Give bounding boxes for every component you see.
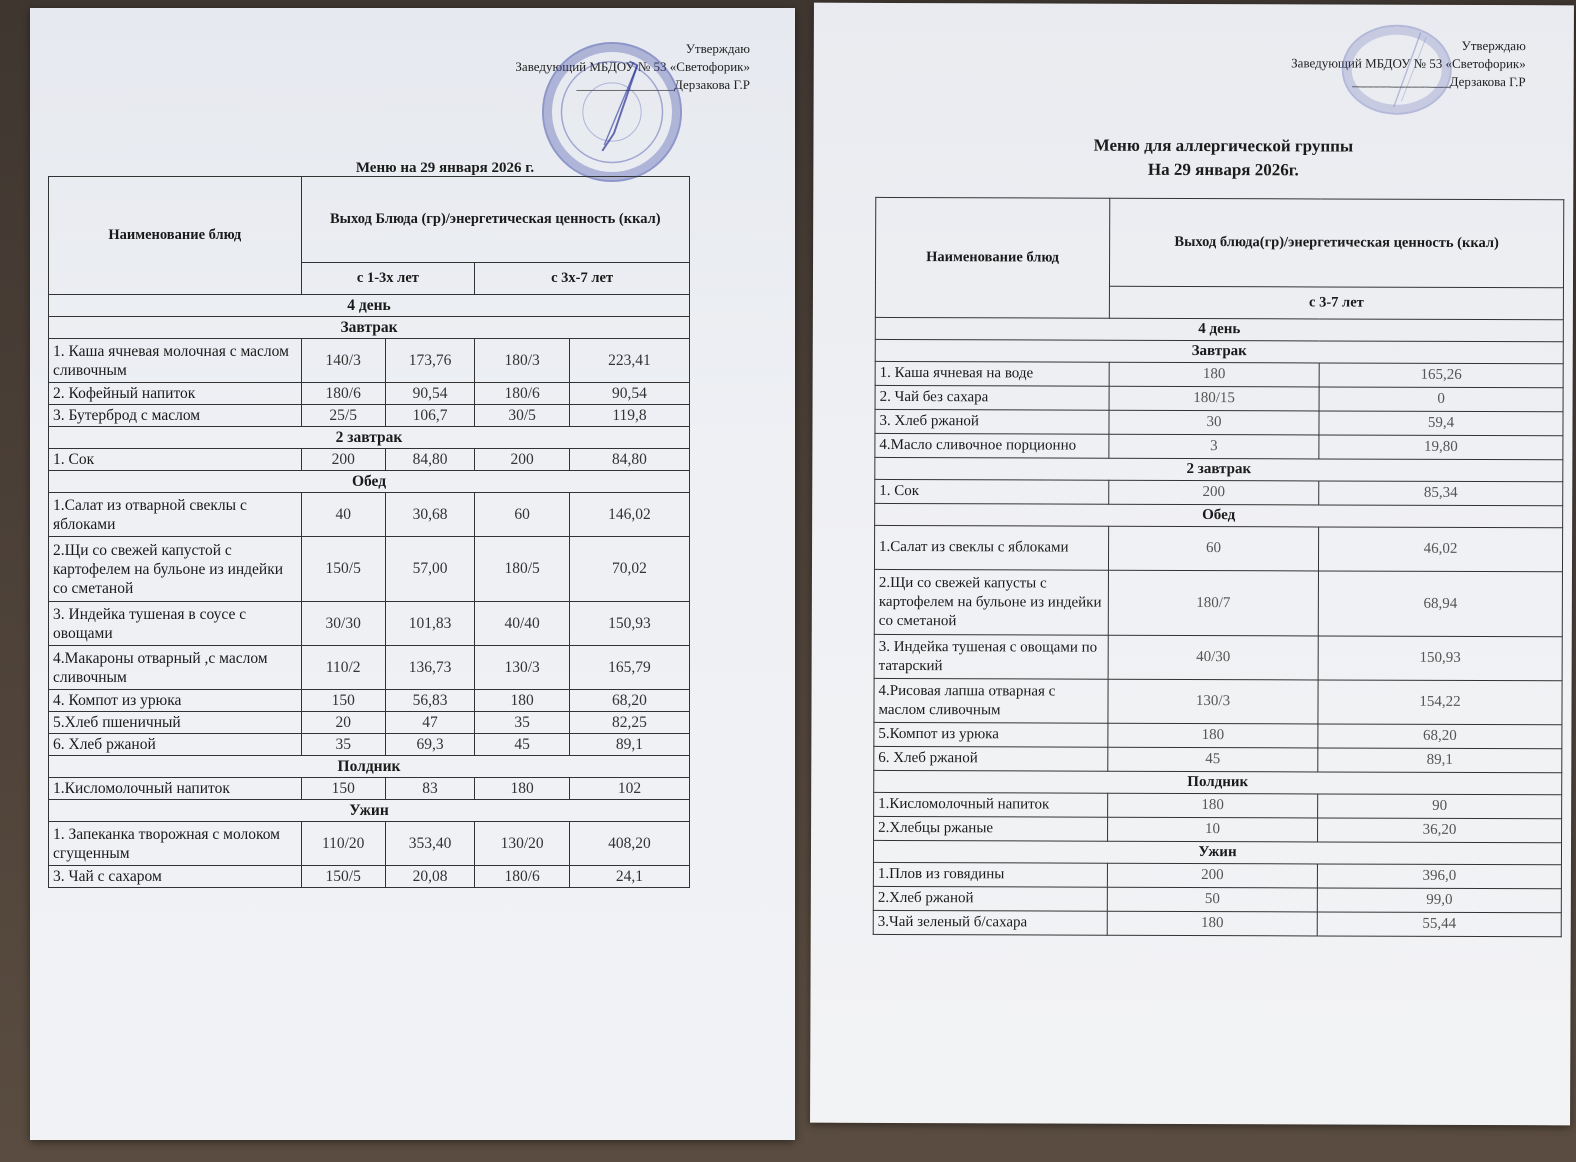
value-cell: 35 <box>301 734 385 756</box>
dish-name: 1.Салат из свеклы с яблоками <box>874 525 1108 570</box>
value-cell: 165,26 <box>1319 363 1563 388</box>
value-cell: 57,00 <box>385 537 474 602</box>
header-age-3-7: с 3-7 лет <box>1109 286 1563 320</box>
dish-name: 6. Хлеб ржаной <box>874 746 1108 771</box>
dish-name: 3.Чай зеленый б/сахара <box>873 910 1107 935</box>
dish-name: 3. Индейка тушеная в соусе с овощами <box>49 602 302 646</box>
value-cell: 19,80 <box>1319 435 1563 460</box>
dish-name: 2.Щи со свежей капусты с картофелем на бульоне из индейки со сметаной <box>874 569 1108 635</box>
value-cell: 110/2 <box>301 646 385 690</box>
value-cell: 89,1 <box>569 734 689 756</box>
value-cell: 150 <box>301 690 385 712</box>
menu-table-right <box>873 197 1565 937</box>
value-cell: 180/5 <box>475 537 570 602</box>
table-row <box>873 862 1561 888</box>
right-menu-sheet <box>810 3 1574 1126</box>
value-cell: 90,54 <box>385 383 474 405</box>
dish-name: 4.Макароны отварный ,с маслом сливочным <box>49 646 302 690</box>
allergy-menu-title <box>1023 133 1423 182</box>
section-title: Обед <box>875 503 1563 527</box>
dish-name: 5.Компот из урюка <box>874 722 1108 747</box>
dish-name: 3. Индейка тушеная с овощами по татарский <box>874 634 1108 679</box>
section-row <box>49 295 690 317</box>
section-row <box>875 457 1563 481</box>
value-cell: 59,4 <box>1319 411 1563 436</box>
section-title: Обед <box>49 471 690 493</box>
header-output: Выход Блюда (гр)/энергетическая ценность (ккал) <box>301 177 689 263</box>
value-cell: 30 <box>1109 410 1319 435</box>
menu-table-left <box>48 176 690 888</box>
value-cell: 200 <box>301 449 385 471</box>
table-row <box>49 449 690 471</box>
value-cell: 130/3 <box>1108 679 1318 724</box>
value-cell: 20,08 <box>385 866 474 888</box>
left-menu-sheet <box>30 8 795 1140</box>
table-row <box>49 734 690 756</box>
signature-icon <box>1342 25 1452 115</box>
value-cell: 102 <box>569 778 689 800</box>
dish-name: 1. Каша ячневая на воде <box>875 361 1109 386</box>
section-title: Завтрак <box>875 339 1563 363</box>
dish-name: 1.Кисломолочный напиток <box>49 778 302 800</box>
title-line2: На 29 января 2026г. <box>1147 159 1299 180</box>
value-cell: 40 <box>301 493 385 537</box>
value-cell: 68,94 <box>1318 571 1562 637</box>
value-cell: 36,20 <box>1318 818 1562 843</box>
dish-name: 1. Сок <box>49 449 302 471</box>
value-cell: 200 <box>1109 480 1319 505</box>
table-row <box>873 910 1561 936</box>
value-cell: 146,02 <box>569 493 689 537</box>
value-cell: 353,40 <box>385 822 474 866</box>
value-cell: 180/15 <box>1109 386 1319 411</box>
value-cell: 150 <box>301 778 385 800</box>
value-cell: 180/6 <box>475 383 570 405</box>
value-cell: 180 <box>1108 723 1318 748</box>
approval-line2: Заведующий МБДОУ № 53 «Светофорик» <box>1291 55 1526 72</box>
value-cell: 130/20 <box>475 822 570 866</box>
value-cell: 99,0 <box>1317 888 1561 913</box>
value-cell: 180 <box>475 778 570 800</box>
section-title: 4 день <box>49 295 690 317</box>
value-cell: 140/3 <box>301 339 385 383</box>
value-cell: 90 <box>1318 794 1562 819</box>
section-title: Ужин <box>49 800 690 822</box>
table-row <box>874 722 1562 748</box>
dish-name: 2.Хлеб ржаной <box>873 886 1107 911</box>
value-cell: 30,68 <box>385 493 474 537</box>
dish-name: 1. Запеканка творожная с молоком сгущенным <box>49 822 302 866</box>
dish-name: 2. Чай без сахара <box>875 385 1109 410</box>
dish-name: 1.Салат из отварной свеклы с яблоками <box>49 493 302 537</box>
value-cell: 47 <box>385 712 474 734</box>
section-title: Полдник <box>49 756 690 778</box>
table-row <box>49 537 690 602</box>
value-cell: 30/30 <box>301 602 385 646</box>
dish-name: 2.Щи со свежей капустой с картофелем на бульоне из индейки со сметаной <box>49 537 302 602</box>
value-cell: 106,7 <box>385 405 474 427</box>
value-cell: 396,0 <box>1317 864 1561 889</box>
value-cell: 85,34 <box>1319 481 1563 506</box>
section-row <box>49 317 690 339</box>
table-row <box>874 634 1562 680</box>
value-cell: 45 <box>475 734 570 756</box>
value-cell: 173,76 <box>385 339 474 383</box>
value-cell: 180 <box>1108 793 1318 818</box>
section-title: Ужин <box>873 840 1561 864</box>
value-cell: 40/40 <box>475 602 570 646</box>
value-cell: 69,3 <box>385 734 474 756</box>
value-cell: 10 <box>1108 817 1318 842</box>
table-row <box>875 433 1563 459</box>
table-row <box>49 493 690 537</box>
value-cell: 3 <box>1109 434 1319 459</box>
section-row <box>875 317 1563 341</box>
page-title: Меню на 29 января 2026 г. <box>355 160 535 176</box>
section-row <box>873 840 1561 864</box>
dish-name: 2. Кофейный напиток <box>49 383 302 405</box>
value-cell: 55,44 <box>1317 912 1561 937</box>
title-line1: Меню для аллергической группы <box>1093 135 1354 156</box>
value-cell: 154,22 <box>1318 680 1562 725</box>
value-cell: 35 <box>475 712 570 734</box>
dish-name: 3. Хлеб ржаной <box>875 409 1109 434</box>
value-cell: 180/6 <box>301 383 385 405</box>
value-cell: 180/6 <box>475 866 570 888</box>
table-row <box>874 569 1562 636</box>
value-cell: 25/5 <box>301 405 385 427</box>
value-cell: 90,54 <box>569 383 689 405</box>
value-cell: 84,80 <box>385 449 474 471</box>
value-cell: 130/3 <box>475 646 570 690</box>
value-cell: 82,25 <box>569 712 689 734</box>
value-cell: 50 <box>1107 887 1317 912</box>
section-row <box>49 471 690 493</box>
value-cell: 46,02 <box>1318 527 1562 572</box>
dish-name: 4.Рисовая лапша отварная с маслом сливочным <box>874 678 1108 723</box>
dish-name: 2.Хлебцы ржаные <box>874 816 1108 841</box>
value-cell: 60 <box>475 493 570 537</box>
dish-name: 1.Плов из говядины <box>873 862 1107 887</box>
table-row <box>874 816 1562 842</box>
value-cell: 180 <box>1109 362 1319 387</box>
value-cell: 165,79 <box>569 646 689 690</box>
value-cell: 150/5 <box>301 866 385 888</box>
value-cell: 180 <box>1107 911 1317 936</box>
table-row <box>875 409 1563 435</box>
value-cell: 136,73 <box>385 646 474 690</box>
table-row <box>49 712 690 734</box>
approval-line1: Утверждаю <box>685 41 750 56</box>
value-cell: 101,83 <box>385 602 474 646</box>
section-row <box>49 756 690 778</box>
value-cell: 56,83 <box>385 690 474 712</box>
dish-name: 1. Сок <box>875 479 1109 504</box>
table-row <box>49 646 690 690</box>
value-cell: 68,20 <box>1318 724 1562 749</box>
value-cell: 84,80 <box>569 449 689 471</box>
header-age-3-7: с 3х-7 лет <box>475 263 690 295</box>
section-row <box>875 339 1563 363</box>
dish-name: 3. Чай с сахаром <box>49 866 302 888</box>
header-output: Выход блюда(гр)/энергетическая ценность (ккал) <box>1109 198 1563 288</box>
table-row <box>49 690 690 712</box>
value-cell: 40/30 <box>1108 635 1318 680</box>
table-row <box>49 822 690 866</box>
value-cell: 180/7 <box>1108 570 1318 636</box>
table-row <box>49 778 690 800</box>
value-cell: 200 <box>475 449 570 471</box>
value-cell: 24,1 <box>569 866 689 888</box>
dish-name: 4. Компот из урюка <box>49 690 302 712</box>
table-row <box>49 602 690 646</box>
approval-line3: _______________Дерзакова Г.Р <box>1352 73 1526 90</box>
table-row <box>874 792 1562 818</box>
table-row <box>873 886 1561 912</box>
value-cell: 0 <box>1319 387 1563 412</box>
dish-name: 3. Бутерброд с маслом <box>49 405 302 427</box>
value-cell: 150,93 <box>1318 636 1562 681</box>
value-cell: 45 <box>1108 747 1318 772</box>
approval-line1: Утверждаю <box>1461 37 1526 54</box>
value-cell: 30/5 <box>475 405 570 427</box>
header-dish-name: Наименование блюд <box>875 197 1109 318</box>
table-row <box>875 361 1563 387</box>
approval-line3: _______________Дерзакова Г.Р <box>576 77 750 92</box>
value-cell: 180 <box>475 690 570 712</box>
value-cell: 180/3 <box>475 339 570 383</box>
table-row <box>875 479 1563 505</box>
section-row <box>49 427 690 449</box>
table-row <box>49 866 690 888</box>
value-cell: 223,41 <box>569 339 689 383</box>
table-row <box>49 405 690 427</box>
dish-name: 6. Хлеб ржаной <box>49 734 302 756</box>
section-title: Полдник <box>874 770 1562 794</box>
dish-name: 5.Хлеб пшеничный <box>49 712 302 734</box>
section-title: Завтрак <box>49 317 690 339</box>
value-cell: 150,93 <box>569 602 689 646</box>
table-row <box>874 525 1562 571</box>
table-row <box>875 385 1563 411</box>
value-cell: 200 <box>1107 863 1317 888</box>
section-title: 2 завтрак <box>875 457 1563 481</box>
value-cell: 68,20 <box>569 690 689 712</box>
section-title: 4 день <box>875 317 1563 341</box>
value-cell: 20 <box>301 712 385 734</box>
value-cell: 110/20 <box>301 822 385 866</box>
dish-name: 4.Масло сливочное порционно <box>875 433 1109 458</box>
value-cell: 408,20 <box>569 822 689 866</box>
table-row <box>874 678 1562 724</box>
value-cell: 119,8 <box>569 405 689 427</box>
header-dish-name: Наименование блюд <box>49 177 302 295</box>
section-row <box>875 503 1563 527</box>
value-cell: 70,02 <box>569 537 689 602</box>
value-cell: 83 <box>385 778 474 800</box>
table-row <box>49 383 690 405</box>
value-cell: 60 <box>1108 526 1318 571</box>
section-title: 2 завтрак <box>49 427 690 449</box>
table-row <box>49 339 690 383</box>
approval-line2: Заведующий МБДОУ № 53 «Светофорик» <box>515 59 750 74</box>
header-age-1-3: с 1-3х лет <box>301 263 475 295</box>
dish-name: 1. Каша ячневая молочная с маслом сливочным <box>49 339 302 383</box>
value-cell: 150/5 <box>301 537 385 602</box>
value-cell: 89,1 <box>1318 748 1562 773</box>
section-row <box>49 800 690 822</box>
section-row <box>874 770 1562 794</box>
dish-name: 1.Кисломолочный напиток <box>874 792 1108 817</box>
table-row <box>874 746 1562 772</box>
